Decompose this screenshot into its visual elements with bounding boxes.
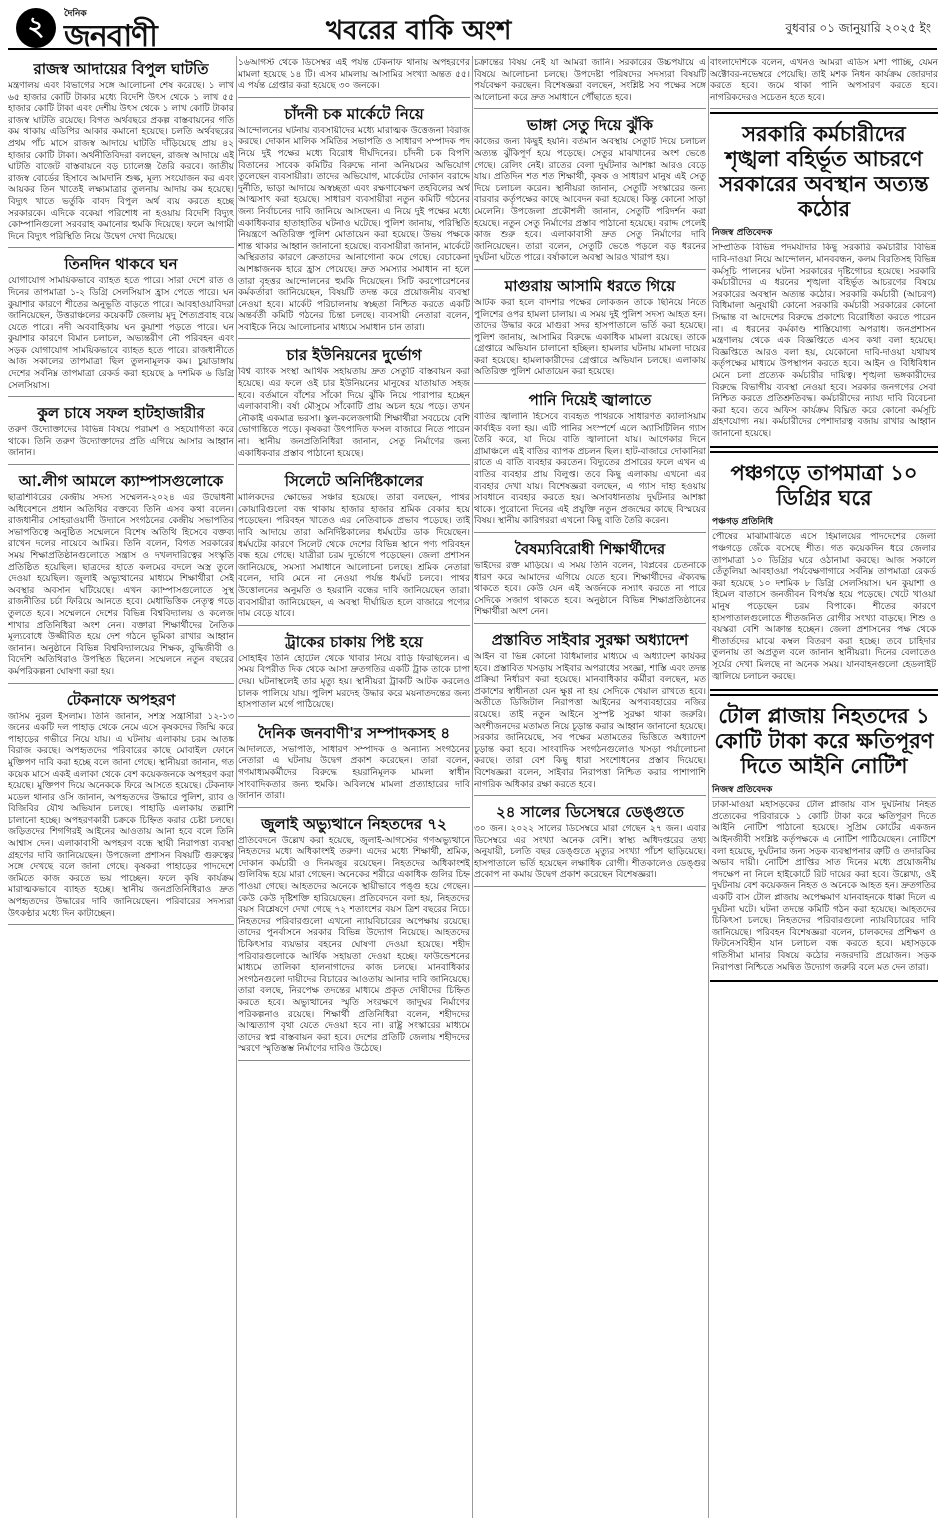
article-byline: নিজস্ব প্রতিবেদক <box>712 225 936 241</box>
article[interactable] <box>710 451 938 691</box>
article-body: মন্ত্রণালয় এবং বিভাগের সঙ্গে আলোচনা শেষ করেছে। ১ লাখ ৬৫ হাজার কোটি টাকার মধ্যে বিদেশি উৎস থেকে ১ লাখ ৫৫ হাজার কোটি টাকা এবং দেশীয় উৎস থেকে ১ লাখ কোটি টাকার রাজস্ব ঘাটতি রয়েছে। বিগত অর্থবছরে প্রকল্প বাস্তবায়নের গতি কম থাকায় এডিপির আকার কমানো হয়েছে। চলতি অর্থবছরের প্রথম পাঁচ মাসে রাজস্ব আদায়ে ঘাটতি দাঁড়িয়েছে প্রায় ৪২ হাজার কোটি টাকা। অর্থনীতিবিদরা বলছেন, রাজস্ব আদায়ে এই ঘাটতি বাজেট বাস্তবায়নে বড় চ্যালেঞ্জ তৈরি করবে। জাতীয় রাজস্ব বোর্ডের হিসাবে আমদানি শুল্ক, মূল্য সংযোজন কর এবং আয়কর তিন খাতেই লক্ষ্যমাত্রার তুলনায় আদায় কম হয়েছে। বিদ্যুৎ খাতে ভর্তুকি বাবদ বিপুল অর্থ ব্যয় করতে হচ্ছে সরকারকে। এদিকে বকেয়া পরিশোধ না হওয়ায় বিদেশি বিদ্যুৎ কোম্পানিগুলো সরবরাহ কমানোর হুমকি দিয়েছে। ফলে আগামী দিনে বিদ্যুৎ পরিস্থিতি নিয়ে উদ্বেগ দেখা দিয়েছে। <box>8 81 234 242</box>
article-headline[interactable]: টেকনাফে অপহরণ <box>66 690 176 709</box>
article[interactable] <box>8 56 234 248</box>
article-body: বাংলাদেশিকে বলেন, এখনও আমরা এডিস মশা পাচ্ছি, যেমন অক্টোবর-নভেম্বরে পেয়েছি। তাই মশক নিধন কার্যক্রম জোরদার করতে হবে। জমে থাকা পানি অপসারণ করতে হবে। নাগরিকদেরও সচেতন হতে হবে। <box>710 58 938 103</box>
article[interactable] <box>8 468 234 684</box>
article-headline[interactable]: চাঁদনী চক মার্কেটে নিয়ে <box>284 104 424 123</box>
article-headline[interactable]: রাজস্ব আদায়ের বিপুল ঘাটতি <box>33 60 209 78</box>
column-3 <box>474 56 706 1518</box>
article[interactable] <box>238 629 470 717</box>
column-divider <box>472 56 473 1518</box>
article-headline[interactable]: মাগুরায় আসামি ধরতে গিয়ে <box>504 276 676 295</box>
article-body: কাজের জন্য কিছুই হয়নি। বর্তমান অবস্থায় সেতুটি দিয়ে চলাচল অত্যন্ত ঝুঁকিপূর্ণ হয়ে পড়েছে। সেতুর মাঝখানের অংশ ভেঙে গেছে। রেলিং নেই। রাতের বেলা দুর্ঘটনার আশঙ্কা আরও বেড়ে যায়। প্রতিদিন শত শত শিক্ষার্থী, কৃষক ও সাধারণ মানুষ এই সেতু দিয়ে চলাচল করেন। স্থানীয়রা জানান, সেতুটি সংস্কারের জন্য বারবার কর্তৃপক্ষের কাছে আবেদন করা হয়েছে। কিন্তু কোনো সাড়া মেলেনি। উপজেলা প্রকৌশলী জানান, সেতুটি পরিদর্শন করা হয়েছে। নতুন সেতু নির্মাণের প্রস্তাব পাঠানো হয়েছে। বরাদ্দ পেলেই কাজ শুরু হবে। এলাকাবাসী দ্রুত সেতু নির্মাণের দাবি জানিয়েছেন। তারা বলেন, সেতুটি ভেঙে পড়লে বড় ধরনের দুর্ঘটনা ঘটতে পারে। বর্ষাকালে অবস্থা আরও খারাপ হয়। <box>474 137 706 264</box>
article-body: আটক করা হলে বাদশার পক্ষের লোকজন তাকে ছিনিয়ে নিতে পুলিশের ওপর হামলা চালায়। এ সময় দুই পুলিশ সদস্য আহত হন। তাদের উদ্ধার করে মাগুরা সদর হাসপাতালে ভর্তি করা হয়েছে। পুলিশ জানায়, আসামির বিরুদ্ধে একাধিক মামলা রয়েছে। তাকে গ্রেপ্তারে অভিযান চালানো হচ্ছিল। হামলার ঘটনায় মামলা দায়ের করা হয়েছে। হামলাকারীদের গ্রেপ্তারে অভিযান চলছে। এলাকায় অতিরিক্ত পুলিশ মোতায়েন করা হয়েছে। <box>474 297 706 378</box>
article-body: তরুণ উদ্যোক্তাদের বিভিন্ন বিষয়ে পরামর্শ ও সহযোগিতা করে থাকে। তিনি তরুণ উদ্যোক্তাদের প্রতি এগিয়ে আসার আহ্বান জানান। <box>8 425 234 459</box>
logo-text: জনবাণী <box>64 19 157 54</box>
article[interactable] <box>238 56 470 98</box>
article-body: যোগাযোগ সাময়িকভাবে ব্যাহত হতে পারে। সারা দেশে রাত ও দিনের তাপমাত্রা ১-২ ডিগ্রি সেলসিয়াস হ্রাস পেতে পারে। ঘন কুয়াশার কারণে শীতের অনুভূতি বাড়তে পারে। আবহাওয়াবিদরা জানিয়েছেন, উত্তরাঞ্চলের কয়েকটি জেলায় মৃদু শৈত্যপ্রবাহ বয়ে যেতে পারে। নদী অববাহিকায় ঘন কুয়াশা পড়তে পারে। ঘন কুয়াশার কারণে বিমান চলাচল, অভ্যন্তরীণ নৌ পরিবহন এবং সড়ক যোগাযোগ সাময়িকভাবে ব্যাহত হতে পারে। রাজধানীতে আজ সকালের তাপমাত্রা ছিল তুলনামূলক কম। চুয়াডাঙ্গায় দেশের সর্বনিম্ন তাপমাত্রা রেকর্ড করা হয়েছে ৯ দশমিক ৬ ডিগ্রি সেলসিয়াস। <box>8 276 234 391</box>
article-headline[interactable]: পঞ্চগড়ে তাপমাত্রা ১০ ডিগ্রির ঘরে <box>730 461 918 511</box>
article[interactable] <box>8 687 234 926</box>
article-body: মালিকদের ক্ষোভের সঞ্চার হয়েছে। তারা বলছেন, পাথর কোয়ারিগুলো বন্ধ থাকায় হাজার হাজার শ্রমিক বেকার হয়ে পড়েছেন। পরিবহন খাতেও এর নেতিবাচক প্রভাব পড়েছে। তাই দাবি আদায়ে তারা অনির্দিষ্টকালের ধর্মঘটের ডাক দিয়েছেন। ধর্মঘটের কারণে সিলেট থেকে দেশের বিভিন্ন স্থানে পণ্য পরিবহন বন্ধ হয়ে গেছে। যাত্রীরা চরম দুর্ভোগে পড়েছেন। জেলা প্রশাসন জানিয়েছে, সমস্যা সমাধানে আলোচনা চলছে। শ্রমিক নেতারা বলেন, দাবি মেনে না নেওয়া পর্যন্ত ধর্মঘট চলবে। পাথর উত্তোলনের অনুমতি ও হয়রানি বন্ধের দাবি জানিয়েছেন তারা। ব্যবসায়ীরা জানিয়েছেন, এ অবস্থা দীর্ঘায়িত হলে বাজারে পণ্যের দাম বেড়ে যাবে। <box>238 493 470 620</box>
article-headline[interactable]: পানি দিয়েই জ্বালাতে <box>528 391 652 410</box>
article-body: ১৬আগস্ট থেকে ডিসেম্বর এই পর্যন্ত টেকনাফ থানায় অপহরণের মামলা হয়েছে ১৪ টি। এসব মামলায় আসামির সংখ্যা অন্তত ৫৫। এ পর্যন্ত গ্রেপ্তার করা হয়েছে ৩০ জনকে। <box>238 58 470 92</box>
article-body: ৩০ জন। ২০২২ সালের ডিসেম্বরে মারা গেছেন ২৭ জন। এবার ডিসেম্বরে এর সংখ্যা অনেক বেশি। স্বাস্থ্য অধিদপ্তরের তথ্য অনুযায়ী, চলতি বছর ডেঙ্গুতে মৃত্যুর সংখ্যা পাঁচশ ছাড়িয়েছে। হাসপাতালে ভর্তি হয়েছেন লক্ষাধিক রোগী। শীতকালেও ডেঙ্গুর প্রকোপ না কমায় উদ্বেগ প্রকাশ করেছেন বিশেষজ্ঞরা। <box>474 824 706 881</box>
article-body: বিশ্ব ব্যাংক সংস্থা আর্থিক সহায়তায় দ্রুত সেতুটি বাস্তবায়ন করা হয়েছে। এর ফলে ওই চার ইউনিয়নের মানুষের যাতায়াত সহজ হবে। বর্তমানে বাঁশের সাঁকো দিয়ে ঝুঁকি নিয়ে পারাপার হচ্ছেন এলাকাবাসী। বর্ষা মৌসুমে সাঁকোটি প্রায় অচল হয়ে পড়ে। তখন নৌকাই একমাত্র ভরসা। স্কুল-কলেজগামী শিক্ষার্থীরা সবচেয়ে বেশি ভোগান্তিতে পড়ে। কৃষকরা উৎপাদিত ফসল বাজারে নিতে পারেন না। স্থানীয় জনপ্রতিনিধিরা জানান, সেতু নির্মাণের জন্য একাধিকবার প্রস্তাব পাঠানো হয়েছে। <box>238 367 470 459</box>
newspaper-logo[interactable] <box>64 6 274 54</box>
column-1 <box>8 56 234 1518</box>
article-body: ভাইদের রক্ত মাড়িয়ে। এ সময় তিনি বলেন, বিপ্লবের চেতনাকে ধারণ করে আমাদের এগিয়ে যেতে হবে। শিক্ষার্থীদের ঐক্যবদ্ধ থাকতে হবে। কেউ যেন এই অর্জনকে নস্যাৎ করতে না পারে সেদিকে সজাগ থাকতে হবে। অনুষ্ঠানে বিভিন্ন শিক্ষাপ্রতিষ্ঠানের শিক্ষার্থীরা অংশ নেন। <box>474 561 706 618</box>
article[interactable] <box>710 694 938 982</box>
article-body: ছাত্রশিবিরের কেন্দ্রীয় সদস্য সম্মেলন-২০২৪ এর উদ্বোধনী অধিবেশনে প্রধান অতিথির বক্তব্যে তিনি এসব কথা বলেন। রাজধানীর সোহরাওয়ার্দী উদ্যানে সংগঠনের কেন্দ্রীয় সভাপতির সভাপতিত্বে অনুষ্ঠিত সম্মেলনে বিশেষ অতিথি হিসেবে বক্তব্য রাখেন দলের নায়েবে আমির। তিনি বলেন, বিগত সরকারের সময় শিক্ষাপ্রতিষ্ঠানগুলোতে সন্ত্রাস ও দখলদারিত্বের সংস্কৃতি প্রতিষ্ঠিত হয়েছিল। ছাত্রদের হাতে কলমের বদলে অস্ত্র তুলে দেওয়া হয়েছিল। জুলাই অভ্যুত্থানের মাধ্যমে শিক্ষার্থীরা সেই অবস্থার অবসান ঘটিয়েছে। এখন ক্যাম্পাসগুলোতে সুস্থ রাজনীতির চর্চা ফিরিয়ে আনতে হবে। মেধাভিত্তিক নেতৃত্ব গড়ে তুলতে হবে। সম্মেলনে দেশের বিভিন্ন বিশ্ববিদ্যালয় ও কলেজ শাখার প্রতিনিধিরা অংশ নেন। বক্তারা শিক্ষার্থীদের নৈতিক মূল্যবোধে উজ্জীবিত হয়ে দেশ গঠনে ভূমিকা রাখার আহ্বান জানান। অনুষ্ঠানে বিভিন্ন বিশ্ববিদ্যালয়ের শিক্ষক, বুদ্ধিজীবী ও বিদেশি অতিথিরাও উপস্থিত ছিলেন। সম্মেলনে নতুন বছরের কর্মপরিকল্পনা ঘোষণা করা হয়। <box>8 493 234 677</box>
section-title: খবরের বাকি অংশ <box>326 16 512 46</box>
article[interactable] <box>8 251 234 397</box>
article-headline[interactable]: আ.লীগ আমলে ক্যাম্পাসগুলোকে <box>18 472 224 491</box>
article[interactable] <box>238 342 470 465</box>
masthead <box>8 6 937 54</box>
article-headline[interactable]: টোল প্লাজায় নিহতদের ১ কোটি টাকা করে ক্ষতিপূরণ দিতে আইনি নোটিশ <box>714 704 934 779</box>
article[interactable] <box>238 720 470 808</box>
article-body: সোহাইব তিনি হোটেল থেকে খাবার নিয়ে বাড়ি ফিরছিলেন। এ সময় বিপরীত দিক থেকে আসা দ্রুতগতির একটি ট্রাক তাকে চাপা দেয়। ঘটনাস্থলেই তার মৃত্যু হয়। স্থানীয়রা ট্রাকটি আটক করলেও চালক পালিয়ে যায়। পুলিশ মরদেহ উদ্ধার করে ময়নাতদন্তের জন্য হাসপাতাল মর্গে পাঠিয়েছে। <box>238 653 470 711</box>
article-byline: নিজস্ব প্রতিবেদক <box>712 782 936 798</box>
article[interactable] <box>710 56 938 109</box>
article[interactable] <box>474 387 706 533</box>
article-body: আদালতে, সভাপতি, সাধারণ সম্পাদক ও অন্যান্য সংগঠনের নেতারা এ ঘটনায় উদ্বেগ প্রকাশ করেছেন। তারা বলেন, গণমাধ্যমকর্মীদের বিরুদ্ধে হয়রানিমূলক মামলা স্বাধীন সাংবাদিকতার জন্য হুমকি। অবিলম্বে মামলা প্রত্যাহারের দাবি জানান তারা। <box>238 744 470 802</box>
article-body: আইন বা ভিন্ন কোনো বিধিমালার মাধ্যমে এ অধ্যাদেশ কার্যকর হবে। প্রস্তাবিত খসড়ায় সাইবার অপরাধের সংজ্ঞা, শাস্তি এবং তদন্ত প্রক্রিয়া নির্ধারণ করা হয়েছে। মানবাধিকার কর্মীরা বলছেন, মত প্রকাশের স্বাধীনতা যেন ক্ষুণ্ণ না হয় সেদিকে খেয়াল রাখতে হবে। অতীতে ডিজিটাল নিরাপত্তা আইনের অপব্যবহারের নজির রয়েছে। তাই নতুন আইনে সুস্পষ্ট সুরক্ষা থাকা জরুরি। অংশীজনদের মতামত নিয়ে চূড়ান্ত করার আহ্বান জানানো হয়েছে। সরকার জানিয়েছে, সব পক্ষের মতামতের ভিত্তিতে অধ্যাদেশ চূড়ান্ত করা হবে। সাংবাদিক সংগঠনগুলোও খসড়া পর্যালোচনা করছে। তারা বেশ কিছু ধারা সংশোধনের প্রস্তাব দিয়েছে। বিশেষজ্ঞরা বলেন, সাইবার নিরাপত্তা নিশ্চিত করার পাশাপাশি নাগরিক অধিকার রক্ষা করতে হবে। <box>474 651 706 790</box>
article-body: প্রতিবেদনে উল্লেখ করা হয়েছে, জুলাই-আগস্টের গণঅভ্যুত্থানে নিহতদের মধ্যে অধিকাংশই তরুণ। এদের মধ্যে শিক্ষার্থী, শ্রমিক, দোকান কর্মচারী ও দিনমজুর রয়েছেন। নিহতদের অধিকাংশই গুলিবিদ্ধ হয়ে মারা গেছেন। অনেকের শরীরে একাধিক গুলির চিহ্ন পাওয়া গেছে। আহতদের অনেকে স্থায়ীভাবে পঙ্গু হয়ে গেছেন। কেউ কেউ দৃষ্টিশক্তি হারিয়েছেন। প্রতিবেদনে বলা হয়, নিহতদের বয়স বিশ্লেষণে দেখা গেছে ৭২ শতাংশের বয়স ত্রিশ বছরের নিচে। নিহতদের পরিবারগুলো এখনো ন্যায়বিচারের অপেক্ষায় রয়েছে। তাদের পুনর্বাসনে সরকার বিভিন্ন উদ্যোগ নিয়েছে। আহতদের চিকিৎসার ব্যয়ভার বহনের ঘোষণা দেওয়া হয়েছে। শহীদ পরিবারগুলোকে আর্থিক সহায়তা দেওয়া হচ্ছে। ফাউন্ডেশনের মাধ্যমে তালিকা হালনাগাদের কাজ চলছে। মানবাধিকার সংগঠনগুলো দায়ীদের বিচারের আওতায় আনার দাবি জানিয়েছে। তারা বলছে, নিরপেক্ষ তদন্তের মাধ্যমে প্রকৃত দোষীদের চিহ্নিত করতে হবে। অভ্যুত্থানের স্মৃতি সংরক্ষণে জাদুঘর নির্মাণের পরিকল্পনাও রয়েছে। শিক্ষার্থী প্রতিনিধিরা বলেন, শহীদদের আত্মত্যাগ বৃথা যেতে দেওয়া হবে না। রাষ্ট্র সংস্কারের মাধ্যমে তাদের স্বপ্ন বাস্তবায়ন করা হবে। দেশের প্রতিটি জেলায় শহীদদের স্মরণে স্মৃতিস্তম্ভ নির্মাণের দাবিও উঠেছে। <box>238 835 470 1055</box>
article-body: জসিম নুরল ইসলাম। তিনি জানান, সশস্ত্র সন্ত্রাসীরা ১২-১৩ জনের একটি দল পাহাড় থেকে নেমে এসে কৃষকদের জিম্মি করে পাহাড়ের গভীরে নিয়ে যায়। এ ঘটনায় এলাকায় চরম আতঙ্ক বিরাজ করছে। অপহৃতদের পরিবারের কাছে মোবাইল ফোনে মুক্তিপণ দাবি করা হচ্ছে বলে জানা গেছে। স্থানীয়রা জানান, গত কয়েক মাসে একই এলাকা থেকে বেশ কয়েকজনকে অপহরণ করা হয়েছে। মুক্তিপণ দিয়ে অনেককে ফিরে আসতে হয়েছে। টেকনাফ মডেল থানার ওসি জানান, অপহৃতদের উদ্ধারে পুলিশ, র‌্যাব ও বিজিবির যৌথ অভিযান চলছে। পাহাড়ি এলাকায় তল্লাশি চালানো হচ্ছে। অপহরণকারী চক্রকে চিহ্নিত করার চেষ্টা চলছে। জড়িতদের শিগগিরই আইনের আওতায় আনা হবে বলে তিনি আশ্বাস দেন। এলাকাবাসী অপহরণ বন্ধে স্থায়ী নিরাপত্তা ব্যবস্থা গ্রহণের দাবি জানিয়েছেন। উপজেলা প্রশাসন বিষয়টি গুরুত্বের সঙ্গে দেখছে বলে জানা গেছে। কৃষকরা পাহাড়ের পাদদেশে জমিতে কাজ করতে ভয় পাচ্ছেন। ফলে কৃষি কার্যক্রম মারাত্মকভাবে ব্যাহত হচ্ছে। স্থানীয় জনপ্রতিনিধিরাও দ্রুত অপহৃতদের উদ্ধারের দাবি জানিয়েছেন। পরিবারের সদস্যরা উৎকণ্ঠার মধ্যে দিন কাটাচ্ছেন। <box>8 711 234 919</box>
article[interactable] <box>8 400 234 465</box>
article[interactable] <box>710 112 938 448</box>
column-divider <box>236 56 237 1518</box>
article[interactable] <box>238 468 470 626</box>
article[interactable] <box>474 627 706 796</box>
column-4 <box>710 56 938 1518</box>
article-body: পৌষের মাঝামাঝিতে এসে হিমালয়ের পাদদেশের জেলা পঞ্চগড়ে জেঁকে বসেছে শীত। গত কয়েকদিন ধরে জেলার তাপমাত্রা ১০ ডিগ্রির ঘরে ওঠানামা করছে। আজ সকালে তেঁতুলিয়া আবহাওয়া পর্যবেক্ষণাগারে সর্বনিম্ন তাপমাত্রা রেকর্ড করা হয়েছে ১০ দশমিক ৮ ডিগ্রি সেলসিয়াস। ঘন কুয়াশা ও হিমেল বাতাসে জনজীবন বিপর্যস্ত হয়ে পড়েছে। খেটে খাওয়া মানুষ পড়েছেন চরম বিপাকে। শীতের কারণে হাসপাতালগুলোতে শীতজনিত রোগীর সংখ্যা বাড়ছে। শিশু ও বয়স্করা বেশি আক্রান্ত হচ্ছেন। জেলা প্রশাসনের পক্ষ থেকে শীতার্তদের মাঝে কম্বল বিতরণ করা হচ্ছে। তবে চাহিদার তুলনায় তা অপ্রতুল বলে জানান স্থানীয়রা। দিনের বেলাতেও সূর্যের দেখা মিলছে না অনেক সময়। যানবাহনগুলো হেডলাইট জ্বালিয়ে চলাচল করছে। <box>712 532 936 682</box>
article-headline[interactable]: জুলাই অভ্যুত্থানে নিহতদের ৭২ <box>261 814 447 833</box>
article-headline[interactable]: প্রস্তাবিত সাইবার সুরক্ষা অধ্যাদেশ <box>491 630 689 649</box>
article-headline[interactable]: সরকারি কর্মচারীদের শৃঙ্খলা বহির্ভূত আচরণে সরকারের অবস্থান অত্যন্ত কঠোর <box>719 122 929 222</box>
article-headline[interactable]: ২৪ সালের ডিসেম্বরে ডেঙ্গুতে <box>496 803 684 822</box>
column-2 <box>238 56 470 1518</box>
article-headline[interactable]: চার ইউনিয়নের দুর্ভোগ <box>286 346 422 365</box>
article-headline[interactable]: সিলেটে অনির্দিষ্টকালের <box>284 472 424 491</box>
article[interactable] <box>474 536 706 624</box>
article-body: চক্রান্তের বিষয় নেই যা আমরা জানি। সরকারের উচ্চপর্যায়ে এ বিষয়ে আলোচনা চলছে। উপদেষ্টা পরিষদের সদস্যরা বিষয়টি পর্যবেক্ষণ করছেন। বিশেষজ্ঞরা বলছেন, সংশ্লিষ্ট সব পক্ষের সঙ্গে আলোচনা করে দ্রুত সমাধানে পৌঁছাতে হবে। <box>474 58 706 103</box>
article-body: সাম্প্রতিক বিভিন্ন পদমর্যাদার কিছু সরকারি কর্মচারীর বিভিন্ন দাবি-দাওয়া নিয়ে আন্দোলন, মানববন্ধন, কলম বিরতিসহ বিভিন্ন কর্মসূচি পালনের ঘটনা সরকারের দৃষ্টিগোচর হয়েছে। সরকারি কর্মচারীদের এ ধরনের শৃঙ্খলা বহির্ভূত আচরণের বিষয়ে সরকারের অবস্থান অত্যন্ত কঠোর। সরকারি কর্মচারী (আচরণ) বিধিমালা অনুযায়ী কোনো সরকারি কর্মচারী সরকারের কোনো সিদ্ধান্ত বা আদেশের বিরুদ্ধে প্রকাশ্যে বিরোধিতা করতে পারেন না। এ ধরনের কর্মকাণ্ড শাস্তিযোগ্য অপরাধ। জনপ্রশাসন মন্ত্রণালয় থেকে এক বিজ্ঞপ্তিতে এসব কথা বলা হয়েছে। বিজ্ঞপ্তিতে আরও বলা হয়, যেকোনো দাবি-দাওয়া যথাযথ কর্তৃপক্ষের মাধ্যমে উপস্থাপন করতে হবে। আইন ও বিধিবিধান মেনে চলা প্রত্যেক কর্মচারীর দায়িত্ব। শৃঙ্খলা ভঙ্গকারীদের বিরুদ্ধে বিভাগীয় ব্যবস্থা নেওয়া হবে। সরকার জনগণের সেবা নিশ্চিত করতে প্রতিশ্রুতিবদ্ধ। কর্মচারীদের ন্যায্য দাবি বিবেচনা করা হবে। তবে অফিস কার্যক্রম বিঘ্নিত করে কোনো কর্মসূচি গ্রহণযোগ্য নয়। কর্মচারীদের পেশাদারত্ব বজায় রাখার আহ্বান জানানো হয়েছে। <box>712 243 936 439</box>
article[interactable] <box>238 811 470 1061</box>
article-headline[interactable]: কুল চাষে সফল হাটহাজারীর <box>37 404 205 423</box>
page-number: ২ <box>16 8 56 48</box>
article[interactable] <box>474 112 706 270</box>
article-headline[interactable]: ট্রাকের চাকায় পিষ্ট হয়ে <box>285 632 423 651</box>
article-body: ঢাকা-মাওয়া মহাসড়কের টোল প্লাজায় বাস দুর্ঘটনায় নিহত প্রত্যেকের পরিবারকে ১ কোটি টাকা করে ক্ষতিপূরণ দিতে আইনি নোটিশ পাঠানো হয়েছে। সুপ্রিম কোর্টের একজন আইনজীবী সংশ্লিষ্ট কর্তৃপক্ষকে এ নোটিশ পাঠিয়েছেন। নোটিশে বলা হয়েছে, দুর্ঘটনার জন্য সড়ক ব্যবস্থাপনার ত্রুটি ও তদারকির অভাব দায়ী। নোটিশ প্রাপ্তির সাত দিনের মধ্যে প্রয়োজনীয় পদক্ষেপ না নিলে হাইকোর্টে রিট দায়ের করা হবে। উল্লেখ্য, ওই দুর্ঘটনায় বেশ কয়েকজন নিহত ও অনেকে আহত হন। দ্রুতগতির একটি বাস টোল প্লাজায় অপেক্ষমাণ যানবাহনকে ধাক্কা দিলে এ দুর্ঘটনা ঘটে। ঘটনা তদন্তে কমিটি গঠন করা হয়েছে। আহতদের চিকিৎসা চলছে। নিহতদের পরিবারগুলো ন্যায়বিচারের দাবি জানিয়েছে। পরিবহন বিশেষজ্ঞরা বলেন, চালকদের প্রশিক্ষণ ও ফিটনেসবিহীন যান চলাচল বন্ধ করতে হবে। মহাসড়কে গতিসীমা মানার বিষয়ে কঠোর নজরদারি প্রয়োজন। সড়ক নিরাপত্তা নিশ্চিতে সমন্বিত উদ্যোগ জরুরি বলে মত দেন তারা। <box>712 800 936 973</box>
publication-date: বুধবার ০১ জানুয়ারি ২০২৫ ইং <box>785 21 931 35</box>
article[interactable] <box>474 56 706 109</box>
article-headline[interactable]: বৈষম্যবিরোধী শিক্ষার্থীদের <box>514 540 666 558</box>
article[interactable] <box>474 273 706 384</box>
column-divider <box>708 56 709 1518</box>
article[interactable] <box>474 799 706 887</box>
article-body: আন্দোলনের ঘটনায় ব্যবসায়ীদের মধ্যে মারাত্মক উত্তেজনা বিরাজ করছে। দোকান মালিক সমিতির সভাপতি ও সাধারণ সম্পাদক পদ নিয়ে দুই পক্ষের মধ্যে বিরোধ দীর্ঘদিনের। চাঁদনী চক বিপণি বিতানের সাবেক কমিটির বিরুদ্ধে নানা অনিয়মের অভিযোগ তুলেছেন ব্যবসায়ীরা। তাদের অভিযোগ, মার্কেটের দোকান বরাদ্দে দুর্নীতি, ভাড়া আদায়ে অস্বচ্ছতা এবং রক্ষণাবেক্ষণ তহবিলের অর্থ আত্মসাৎ করা হয়েছে। সাধারণ ব্যবসায়ীরা নতুন কমিটি গঠনের জন্য নির্বাচনের দাবি জানিয়ে আসছেন। এ নিয়ে দুই পক্ষের মধ্যে একাধিকবার হাতাহাতির ঘটনাও ঘটেছে। পুলিশ জানায়, পরিস্থিতি নিয়ন্ত্রণে অতিরিক্ত পুলিশ মোতায়েন করা হয়েছে। উভয় পক্ষকে শান্ত থাকার আহ্বান জানানো হয়েছে। ব্যবসায়ীরা জানান, মার্কেটে অস্থিরতার কারণে ক্রেতাদের আনাগোনা কমে গেছে। বেচাকেনা আশঙ্কাজনক হারে হ্রাস পেয়েছে। দ্রুত সমস্যার সমাধান না হলে তারা বৃহত্তর আন্দোলনের হুমকি দিয়েছেন। সিটি করপোরেশনের কর্মকর্তারা জানিয়েছেন, বিষয়টি তদন্ত করে প্রয়োজনীয় ব্যবস্থা নেওয়া হবে। মার্কেট পরিচালনায় স্বচ্ছতা নিশ্চিত করতে একটি অন্তর্বর্তী কমিটি গঠনের চিন্তা চলছে। ব্যবসায়ী নেতারা বলেন, সবাইকে নিয়ে আলোচনার মাধ্যমে সমাধান চান তারা। <box>238 125 470 333</box>
article[interactable] <box>238 101 470 340</box>
article-body: বাতির জ্বালানি হিসেবে ব্যবহৃত পাথরকে সাধারণত ক্যালসিয়াম কার্বাইড বলা হয়। এটি পানির সংস্পর্শে এলে অ্যাসিটিলিন গ্যাস তৈরি করে, যা দিয়ে বাতি জ্বালানো যায়। আগেকার দিনে গ্রামাঞ্চলে এই বাতির ব্যাপক প্রচলন ছিল। হাট-বাজারে দোকানিরা রাতে এ বাতি ব্যবহার করতেন। বিদ্যুতের প্রসারের ফলে এখন এ বাতির ব্যবহার প্রায় বিলুপ্ত। তবে কিছু এলাকায় এখনো এর ব্যবহার দেখা যায়। বিশেষজ্ঞরা বলছেন, এ গ্যাস দাহ্য হওয়ায় সাবধানে ব্যবহার করতে হয়। অসাবধানতায় দুর্ঘটনার আশঙ্কা থাকে। পুরোনো দিনের এই প্রযুক্তি নতুন প্রজন্মের কাছে বিস্ময়ের বিষয়। স্থানীয় কারিগররা এখনো কিছু বাতি তৈরি করেন। <box>474 412 706 527</box>
logo-tagline: দৈনিক <box>64 9 87 19</box>
article-headline[interactable]: তিনদিন থাকবে ঘন <box>64 255 178 274</box>
article-headline[interactable]: ভাঙ্গা সেতু দিয়ে ঝুঁকি <box>527 116 653 135</box>
article-byline: পঞ্চগড় প্রতিনিধি <box>712 514 936 530</box>
article-headline[interactable]: দৈনিক জনবাণী'র সম্পাদকসহ ৪ <box>257 723 451 742</box>
